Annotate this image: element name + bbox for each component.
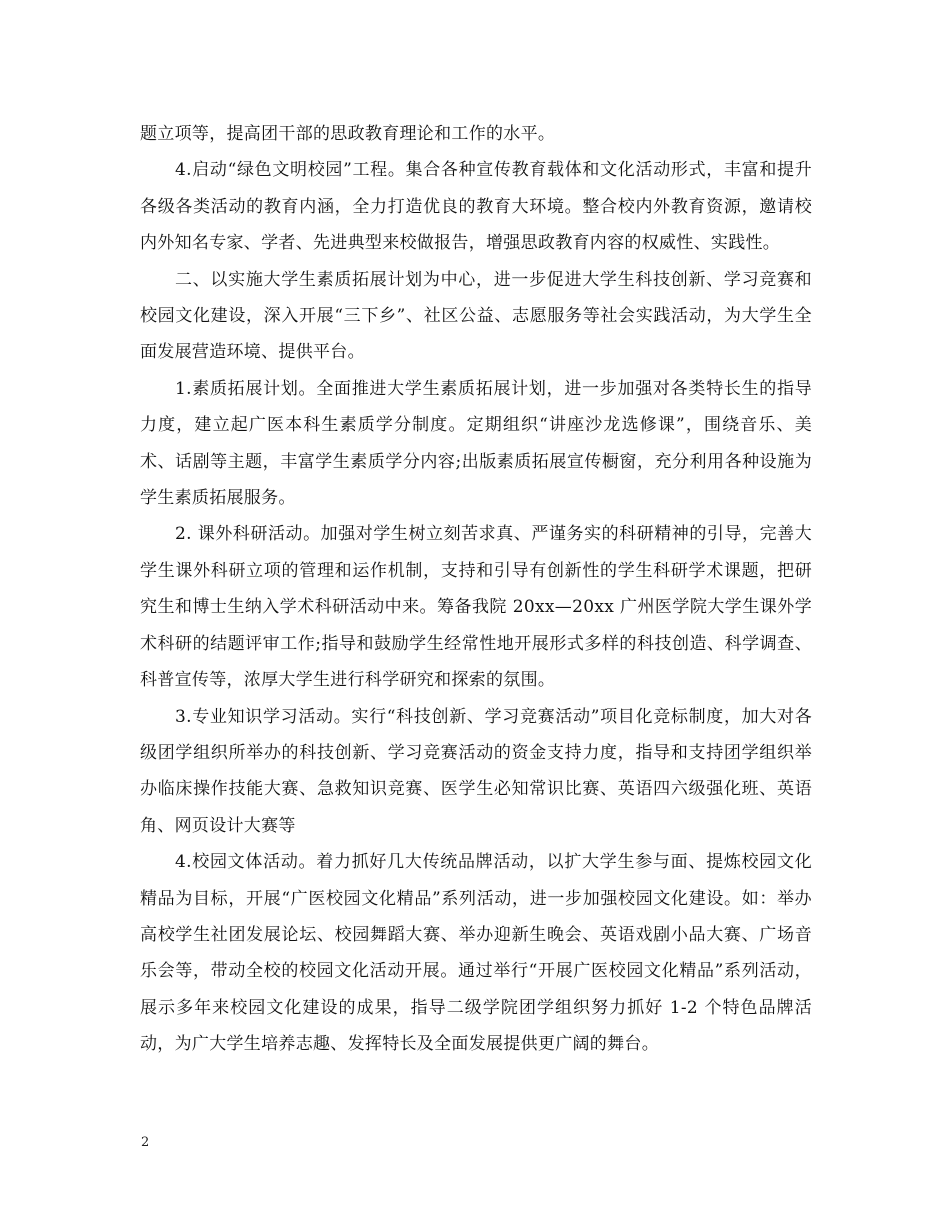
paragraph-green-campus: 4.启动“绿色文明校园”工程。集合各种宣传教育载体和文化活动形式，丰富和提升各级各类活动的教育内涵，全力打造优良的教育大环境。整合校内外教育资源，邀请校内外知名专家、学者、先进典型来校做报告，增强思政教育内容的权威性、实践性。 (140, 160, 812, 254)
paragraph-continuation: 题立项等，提高团干部的思政教育理论和工作的水平。 (140, 124, 556, 144)
paragraph-extracurricular-research: 2. 课外科研活动。加强对学生树立刻苦求真、严谨务实的科研精神的引导，完善大学生课外科研立项的管理和运作机制，支持和引导有创新性的学生科研学术课题，把研究生和博士生纳入学术科研活动中来。筹备我院 20xx—20xx 广州医学院大学生课外学术科研的结题评审工作;指导和鼓励学生经常性地开展形式多样的科技创造、科学调查、科普宣传等，浓厚大学生进行科学研究和探索的氛围。 (140, 524, 812, 691)
document-body (140, 116, 812, 1063)
paragraph-quality-expansion: 1.素质拓展计划。全面推进大学生素质拓展计划，进一步加强对各类特长生的指导力度，建立起广医本科生素质学分制度。定期组织“讲座沙龙选修课”，围绕音乐、美术、话剧等主题，丰富学生素质学分内容;出版素质拓展宣传橱窗，充分利用各种设施为学生素质拓展服务。 (140, 378, 812, 509)
paragraph-campus-culture: 4.校园文体活动。着力抓好几大传统品牌活动，以扩大学生参与面、提炼校园文化精品为目标，开展“广医校园文化精品”系列活动，进一步加强校园文化建设。如：举办高校学生社团发展论坛、校园舞蹈大赛、举办迎新生晚会、英语戏剧小品大赛、广场音乐会等，带动全校的校园文化活动开展。通过举行“开展广医校园文化精品”系列活动，展示多年来校园文化建设的成果，指导二级学院团学组织努力抓好 1-2 个特色品牌活动，为广大学生培养志趣、发挥特长及全面发展提供更广阔的舞台。 (140, 852, 812, 1055)
page-number: 2 (141, 1135, 150, 1150)
paragraph-section-two: 二、以实施大学生素质拓展计划为中心，进一步促进大学生科技创新、学习竞赛和校园文化建设，深入开展“三下乡”、社区公益、志愿服务等社会实践活动，为大学生全面发展营造环境、提供平台。 (140, 269, 812, 363)
paragraph-professional-learning: 3.专业知识学习活动。实行“科技创新、学习竞赛活动”项目化竞标制度，加大对各级团学组织所举办的科技创新、学习竞赛活动的资金支持力度，指导和支持团学组织举办临床操作技能大赛、急救知识竞赛、医学生必知常识比赛、英语四六级强化班、英语角、网页设计大赛等 (140, 706, 812, 836)
